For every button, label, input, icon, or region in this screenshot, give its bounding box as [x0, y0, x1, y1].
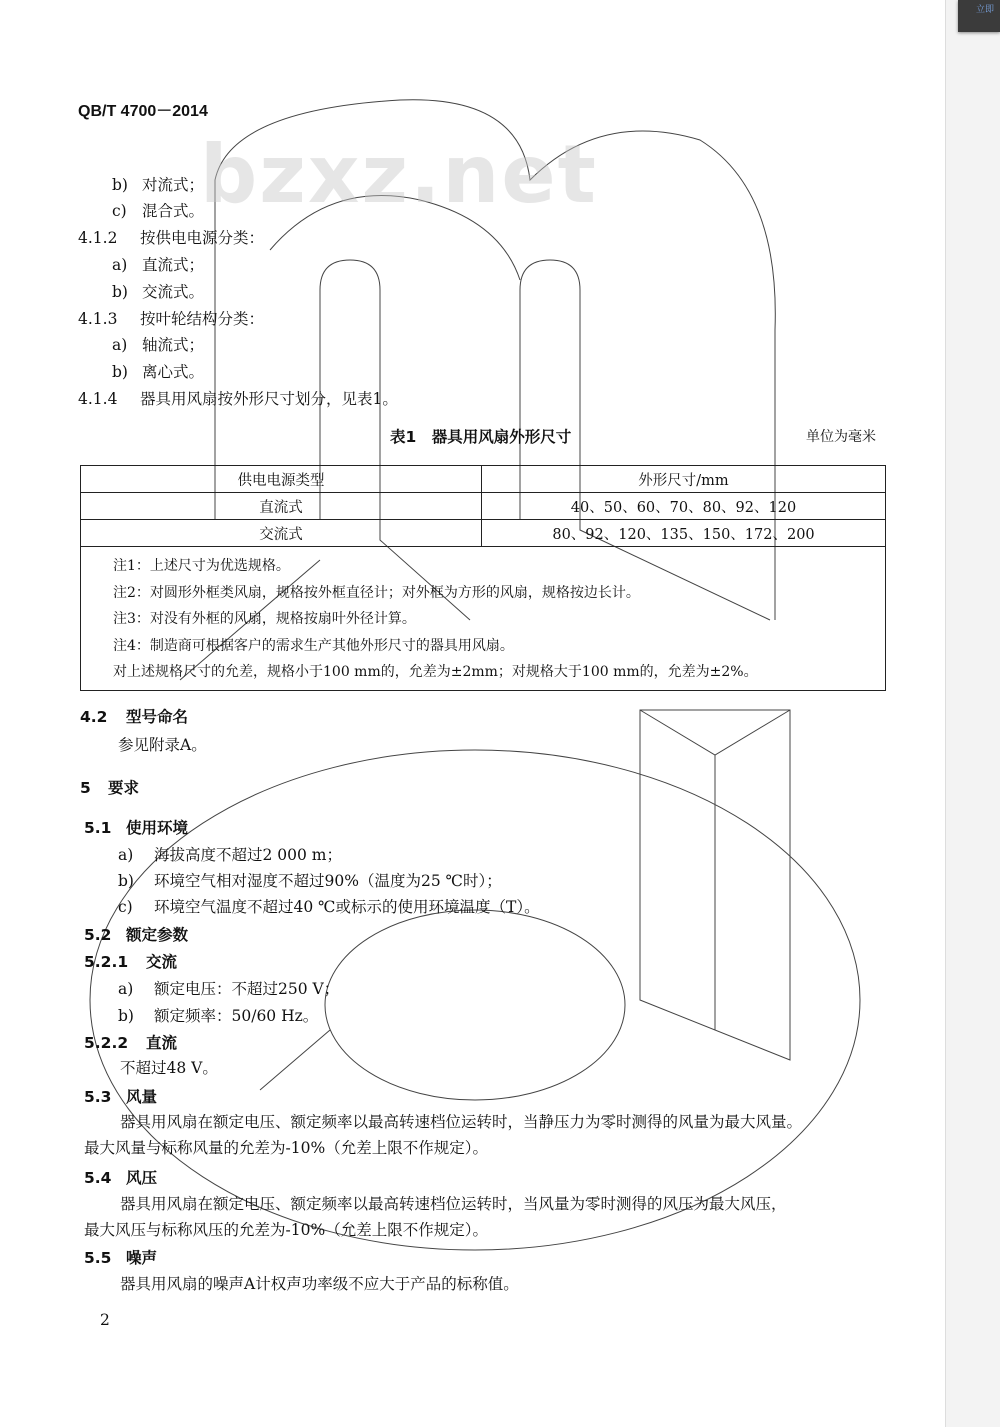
table-header: 外形尺寸/mm — [482, 466, 886, 493]
page-number: 2 — [100, 1311, 110, 1329]
section-heading: 5 要求 — [80, 779, 140, 797]
table-cell: 直流式 — [81, 493, 482, 520]
table-note: 注4：制造商可根据客户的需求生产其他外形尺寸的器具用风扇。 — [113, 637, 514, 654]
table-header-row — [81, 466, 886, 493]
list-item: b) 交流式。 — [112, 283, 205, 301]
clause: 4.1.3 按叶轮结构分类： — [78, 310, 265, 328]
watermark-text: bzxz.net — [200, 128, 598, 221]
list-item: a) 海拔高度不超过2 000 m； — [118, 846, 342, 864]
section-heading: 4.2 型号命名 — [80, 708, 189, 726]
table-header: 供电电源类型 — [81, 466, 482, 493]
table-note: 注2：对圆形外框类风扇，规格按外框直径计；对外框为方形的风扇，规格按边长计。 — [113, 584, 640, 601]
table-title: 表1 器具用风扇外形尺寸 — [390, 428, 572, 446]
section-heading: 5.5 噪声 — [84, 1249, 158, 1267]
section-heading: 5.3 风量 — [84, 1088, 158, 1106]
list-item: c) 环境空气温度不超过40 ℃或标示的使用环境温度（T）。 — [118, 898, 540, 916]
paragraph: 器具用风扇在额定电压、额定频率以最高转速档位运转时，当风量为零时测得的风压为最大风压， — [120, 1195, 787, 1213]
standard-number: QB/T 4700－2014 — [78, 103, 208, 120]
table-notes-row — [81, 547, 886, 691]
list-item: b) 对流式； — [112, 176, 205, 194]
table-row — [81, 520, 886, 547]
paragraph: 最大风压与标称风压的允差为-10%（允差上限不作规定）。 — [84, 1221, 488, 1239]
list-item: a) 轴流式； — [112, 336, 205, 354]
paragraph: 参见附录A。 — [118, 736, 207, 754]
table-cell: 80、92、120、135、150、172、200 — [482, 520, 886, 547]
clause: 4.1.2 按供电电源分类： — [78, 229, 265, 247]
table-note: 对上述规格尺寸的允差，规格小于100 mm的，允差为±2mm；对规格大于100 mm的，允差为±2%。 — [113, 664, 758, 680]
table-note: 注1：上述尺寸为优选规格。 — [113, 558, 290, 574]
table-notes — [81, 547, 886, 691]
section-heading: 5.2.2 直流 — [84, 1034, 178, 1052]
clause: 4.1.4 器具用风扇按外形尺寸划分，见表1。 — [78, 390, 398, 408]
overlay-label: 立即 — [976, 5, 995, 15]
paragraph: 不超过48 V。 — [120, 1059, 218, 1077]
list-item: b) 环境空气相对湿度不超过90%（温度为25 ℃时）； — [118, 872, 502, 890]
table-cell: 40、50、60、70、80、92、120 — [482, 493, 886, 520]
list-item: b) 额定频率：50/60 Hz。 — [118, 1007, 319, 1025]
paragraph: 器具用风扇的噪声A计权声功率级不应大于产品的标称值。 — [120, 1275, 519, 1293]
section-heading: 5.2.1 交流 — [84, 953, 178, 971]
section-heading: 5.4 风压 — [84, 1169, 158, 1187]
list-item: b) 离心式。 — [112, 363, 205, 381]
list-item: a) 额定电压：不超过250 V； — [118, 980, 340, 998]
paragraph: 最大风量与标称风量的允差为-10%（允差上限不作规定）。 — [84, 1139, 488, 1157]
table-note: 注3：对没有外框的风扇，规格按扇叶外径计算。 — [113, 611, 416, 627]
dimension-table — [80, 465, 886, 691]
section-heading: 5.2 额定参数 — [84, 926, 189, 944]
paragraph: 器具用风扇在额定电压、额定频率以最高转速档位运转时，当静压力为零时测得的风量为最大风量。 — [120, 1113, 803, 1131]
table-cell: 交流式 — [81, 520, 482, 547]
section-heading: 5.1 使用环境 — [84, 819, 189, 837]
table-row — [81, 493, 886, 520]
list-item: c) 混合式。 — [112, 202, 205, 220]
list-item: a) 直流式； — [112, 256, 205, 274]
table-unit: 单位为毫米 — [806, 429, 876, 445]
